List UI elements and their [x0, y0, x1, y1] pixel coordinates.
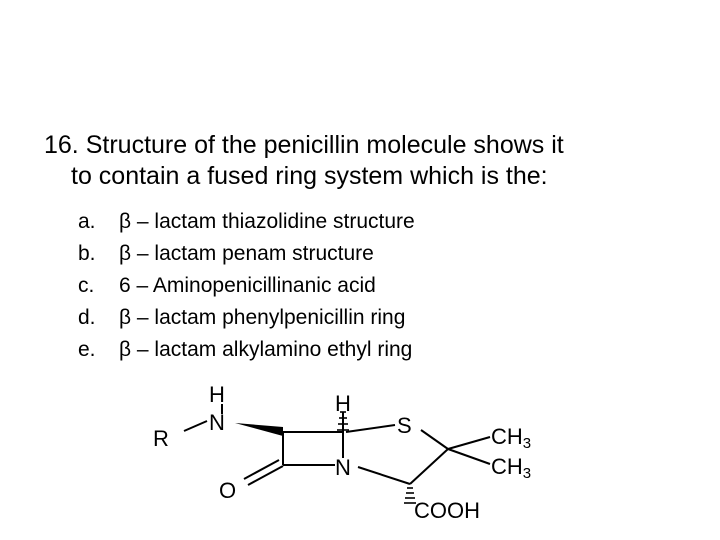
wedge-bond-n-c — [235, 423, 283, 436]
atom-s: S — [397, 413, 412, 438]
option-letter: e. — [78, 338, 96, 361]
bond-n-c — [358, 467, 410, 484]
atom-ch3-top: CH3 — [491, 424, 532, 452]
atom-o: O — [219, 478, 237, 503]
option-text: β – lactam thiazolidine structure — [119, 210, 415, 233]
option-e — [78, 334, 638, 366]
option-letter: b. — [78, 242, 96, 265]
bond-ch3-bottom — [448, 449, 490, 464]
option-text: β – lactam penam structure — [119, 242, 374, 265]
bond-s-c — [421, 430, 448, 449]
bond-ring-c — [410, 449, 448, 484]
option-d — [78, 302, 638, 334]
option-letter: c. — [78, 274, 95, 297]
option-text: β – lactam alkylamino ethyl ring — [119, 338, 413, 361]
answer-options — [78, 206, 638, 366]
bond-ch3-top — [448, 437, 490, 449]
option-text: 6 – Aminopenicillinanic acid — [119, 274, 376, 297]
bond-c-s — [346, 425, 395, 432]
option-c — [78, 270, 638, 302]
bond-carbonyl-2 — [244, 460, 279, 479]
atom-h-bridge: H — [335, 391, 351, 416]
option-b — [78, 238, 638, 270]
option-a — [78, 206, 638, 238]
atom-cooh: COOH — [414, 498, 480, 523]
atom-n-ring: N — [335, 455, 351, 480]
bond-r-n — [184, 421, 207, 431]
bond-carbonyl-1 — [248, 466, 283, 485]
question-text — [44, 130, 694, 192]
option-text: β – lactam phenylpenicillin ring — [119, 306, 406, 329]
option-letter: a. — [78, 210, 96, 233]
atom-h-amine: H — [209, 385, 225, 407]
question-line-2: to contain a fused ring system which is the: — [71, 162, 548, 190]
atom-r: R — [153, 426, 169, 451]
penicillin-structure-diagram — [150, 385, 580, 525]
question-number: 16. — [44, 131, 79, 159]
option-letter: d. — [78, 306, 96, 329]
atom-n-amine: N — [209, 410, 225, 435]
question-line-1: Structure of the penicillin molecule shows it — [85, 131, 564, 159]
atom-ch3-bottom: CH3 — [491, 454, 532, 482]
